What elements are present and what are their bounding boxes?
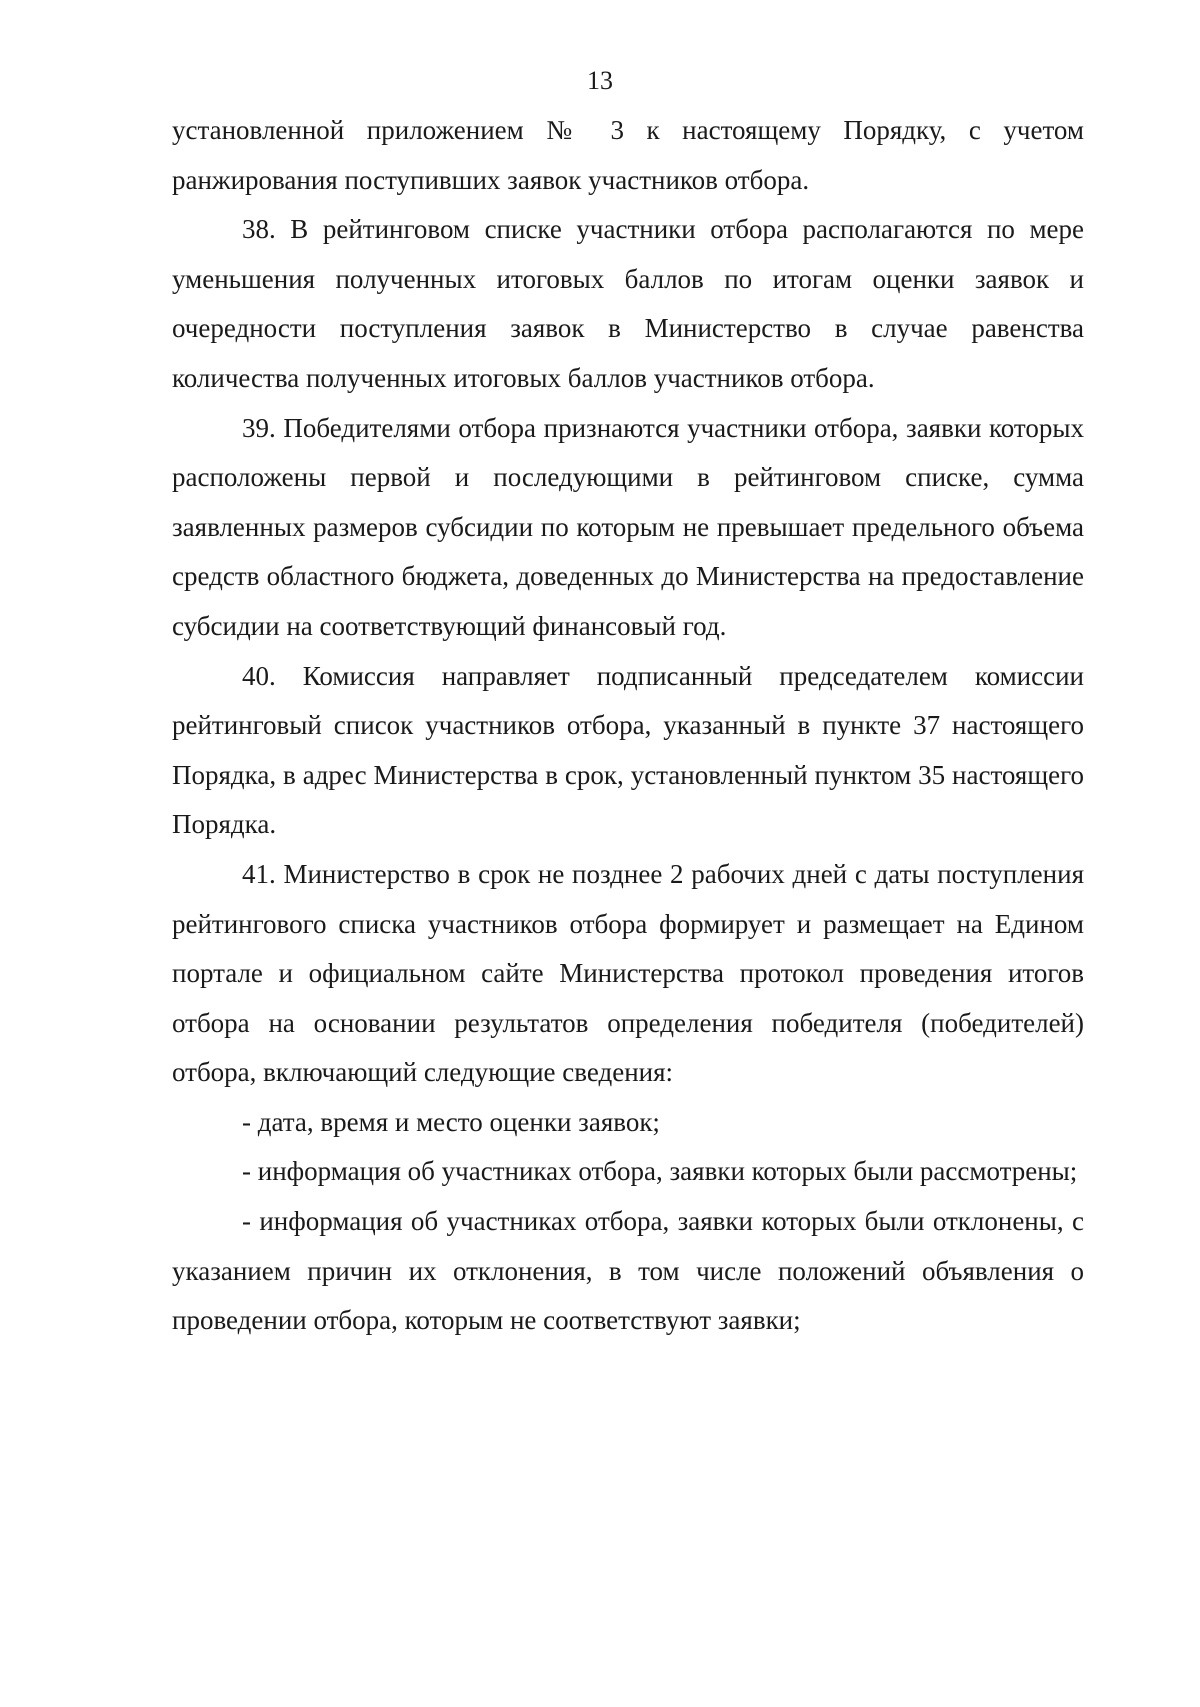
list-item-rejected-participants: - информация об участниках отбора, заявки которых были отклонены, с указанием причин их отклонения, в том числе положений объявления о проведении отбора, которым не соответствуют заявки; [172,1206,1084,1336]
paragraph-39: 39. Победителями отбора признаются участники отбора, заявки которых расположены первой и последующими в рейтинговом списке, сумма заявленных размеров субсидии по которым не превышает предельного объема средств областного бюджета, доведенных до Министерства на предоставление субсидии на соответствующий финансовый год. [172,412,1084,641]
paragraph-continuation: установленной приложением № 3 к настоящему Порядку, с учетом ранжирования поступивших заявок участников отбора. [172,115,1084,195]
list-item-date-time-place: - дата, время и место оценки заявок; [242,1106,660,1137]
paragraph-41: 41. Министерство в срок не позднее 2 рабочих дней с даты поступления рейтингового списка участников отбора формирует и размещает на Едином портале и официальном сайте Министерства протокол проведения итогов отбора на основании результатов определения победителя (победителей) отбора, включающий следующие сведения: [172,858,1084,1088]
list-item-reviewed-participants: - информация об участниках отбора, заявки которых были рассмотрены; [242,1156,1078,1187]
page-number: 13 [587,66,613,95]
document-body [172,106,1084,1346]
paragraph-38: 38. В рейтинговом списке участники отбора располагаются по мере уменьшения полученных итоговых баллов по итогам оценки заявок и очередности поступления заявок в Министерство в случае равенства количества полученных итоговых баллов участников отбора. [172,214,1084,393]
paragraph-40: 40. Комиссия направляет подписанный председателем комиссии рейтинговый список участников отбора, указанный в пункте 37 настоящего Порядка, в адрес Министерства в срок, установленный пунктом 35 настоящего Порядка. [172,660,1084,840]
